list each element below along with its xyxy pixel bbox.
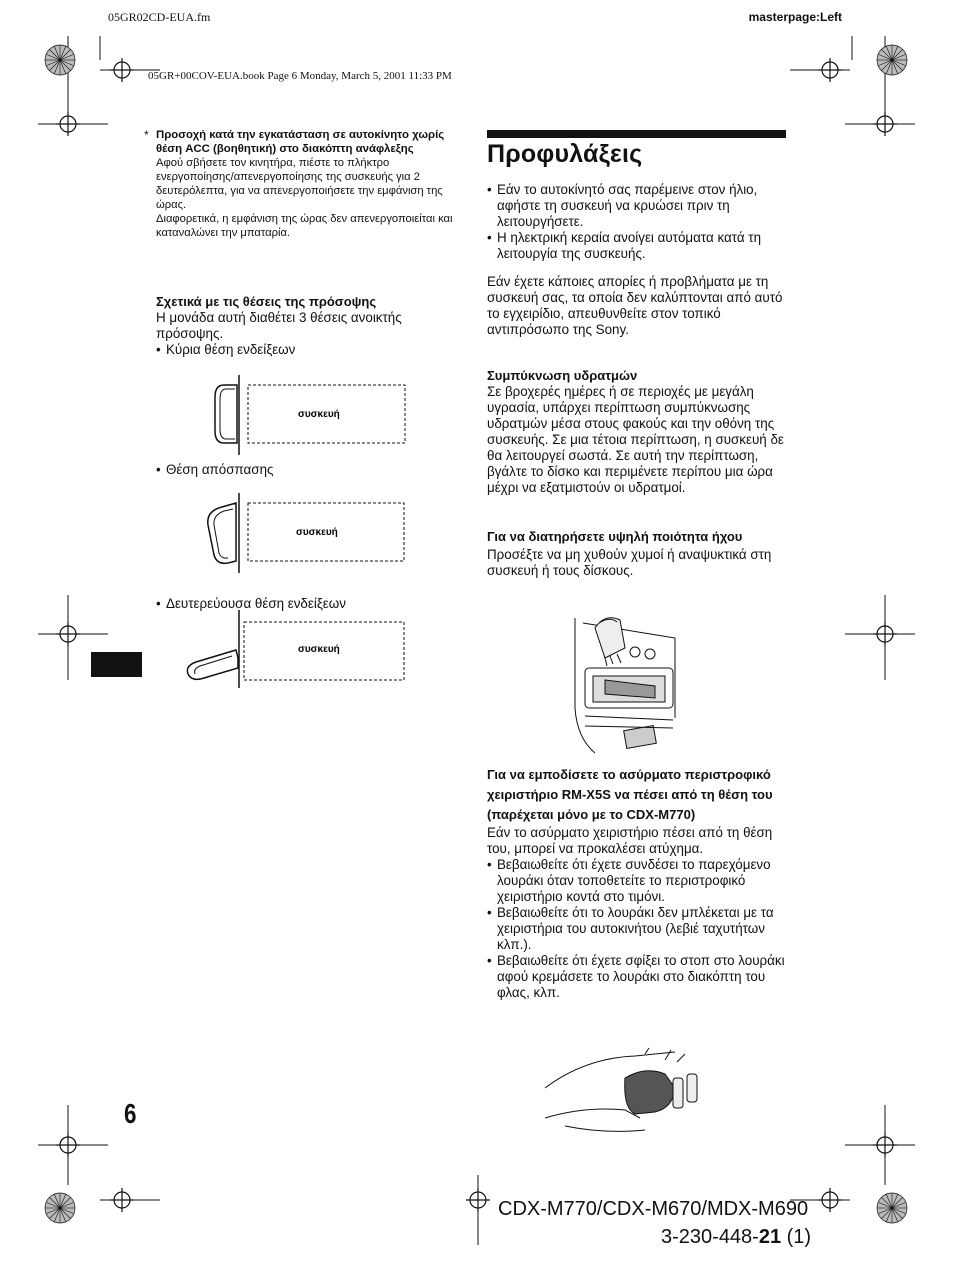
acc-note <box>144 128 456 240</box>
part-number <box>661 1226 811 1249</box>
remote-item: • Βεβαιωθείτε ότι το λουράκι δεν μπλέκεται με τα χειριστήρια του αυτοκινήτου (λεβιέ ταχυτήτων κλπ.). <box>487 905 787 953</box>
title-rule <box>487 130 786 138</box>
remote-section <box>487 765 787 1001</box>
spilled-drink-illustration <box>565 608 695 758</box>
pedals-illustration <box>545 1048 715 1138</box>
part-number-prefix: 3-230-448- <box>661 1226 759 1248</box>
header-filename: 05GR02CD-EUA.fm <box>108 10 211 24</box>
condensation-section <box>487 367 787 496</box>
book-info-line: 05GR+00COV-EUA.book Page 6 Monday, March 5, 2001 11:33 PM <box>148 70 452 82</box>
precaution-item: • Εάν το αυτοκίνητό σας παρέμεινε στον ήλιο, αφήστε τη συσκευή να κρυώσει πριν τη λειτουργήσετε. <box>487 182 787 230</box>
model-numbers: CDX-M770/CDX-M670/MDX-M690 <box>498 1198 809 1220</box>
part-number-suffix: (1) <box>781 1226 812 1248</box>
remote-item: • Βεβαιωθείτε ότι έχετε σφίξει το στοπ στο λουράκι αφού κρεμάσετε το λουράκι στο διακόπτη του φλας, κλπ. <box>487 953 787 1001</box>
positions-text: Η μονάδα αυτή διαθέτει 3 θέσεις ανοικτής πρόσοψης. <box>156 310 402 341</box>
acc-note-text-2: Διαφορετικά, η εμφάνιση της ώρας δεν απενεργοποιείται και καταναλώνει την μπαταρία. <box>156 213 453 239</box>
position-detach-label: • Θέση απόσπασης <box>156 462 466 478</box>
precaution-item: • Η ηλεκτρική κεραία ανοίγει αυτόματα κατά τη λειτουργία της συσκευής. <box>487 230 787 262</box>
section-tab-marker <box>91 652 142 677</box>
front-panel-secondary-diagram <box>180 610 410 690</box>
remote-heading: Για να εμποδίσετε το ασύρματο περιστροφικό χειριστήριο RM-X5S να πέσει από τη θέση του <box>487 767 773 802</box>
header-masterpage: masterpage:Left <box>748 10 842 24</box>
positions-heading: Σχετικά με τις θέσεις της πρόσοψης <box>156 294 377 309</box>
position-main-label: • Κύρια θέση ενδείξεων <box>156 342 456 358</box>
front-panel-detach-diagram <box>200 493 400 573</box>
page-number: 6 <box>124 1098 137 1129</box>
precautions-list <box>487 182 787 262</box>
positions-section <box>156 293 456 358</box>
sound-quality-section <box>487 527 787 579</box>
sound-quality-text: Προσέξτε να μη χυθούν χυμοί ή αναψυκτικά στη συσκευή ή τους δίσκους. <box>487 547 772 578</box>
front-panel-main-diagram <box>210 375 410 455</box>
remote-item: • Βεβαιωθείτε ότι έχετε συνδέσει το παρεχόμενο λουράκι όταν τοποθετείτε το περιστροφικό χειριστήριο κοντά στο τιμόνι. <box>487 857 787 905</box>
note-asterisk: * <box>144 128 149 142</box>
condensation-text: Σε βροχερές ημέρες ή σε περιοχές με μεγάλη υγρασία, υπάρχει περίπτωση συμπύκνωσης υδρατμών μέσα στους φακούς και την οθόνη της συσκευής. Σε μια τέτοια περίπτωση, η συσκευή δε θα λειτουργεί σωστά. Σε αυτή την περίπτωση, βγάλτε το δίσκο και περιμένετε περίπου μια ώρα μέχρι να εξατμιστούν οι υδρατμοί. <box>487 384 784 495</box>
acc-note-text-1: Αφού σβήσετε τον κινητήρα, πιέστε το πλήκτρο ενεργοποίησης/απενεργοποίησης της συσκευής για 2 δευτερόλεπτα, για να απενεργοποιήσετε την εμφάνιση της ώρας. <box>156 157 443 211</box>
page-title: Προφυλάξεις <box>487 140 643 168</box>
unit-label-1: συσκευή <box>298 409 340 420</box>
unit-label-3: συσκευή <box>298 644 340 655</box>
part-number-revision: 21 <box>758 1226 782 1248</box>
position-secondary-label: • Δευτερεύουσα θέση ενδείξεων <box>156 596 466 612</box>
contact-text: Εάν έχετε κάποιες απορίες ή προβλήματα με τη συσκευή σας, τα οποία δεν καλύπτονται από αυτό το εγχειρίδιο, απευθυνθείτε στον τοπικό αντιπρόσωπο της Sony. <box>487 274 783 337</box>
sound-quality-heading: Για να διατηρήσετε υψηλή ποιότητα ήχου <box>487 529 743 544</box>
unit-label-2: συσκευή <box>296 527 338 538</box>
acc-note-title: Προσοχή κατά την εγκατάσταση σε αυτοκίνητο χωρίς θέση ACC (βοηθητική) στο διακόπτη ανάφλεξης <box>156 129 445 155</box>
remote-text: Εάν το ασύρματο χειριστήριο πέσει από τη θέση του, μπορεί να προκαλέσει ατύχημα. <box>487 825 773 856</box>
remote-subheading: (παρέχεται μόνο με το CDX-M770) <box>487 807 696 822</box>
condensation-heading: Συμπύκνωση υδρατμών <box>487 368 638 383</box>
